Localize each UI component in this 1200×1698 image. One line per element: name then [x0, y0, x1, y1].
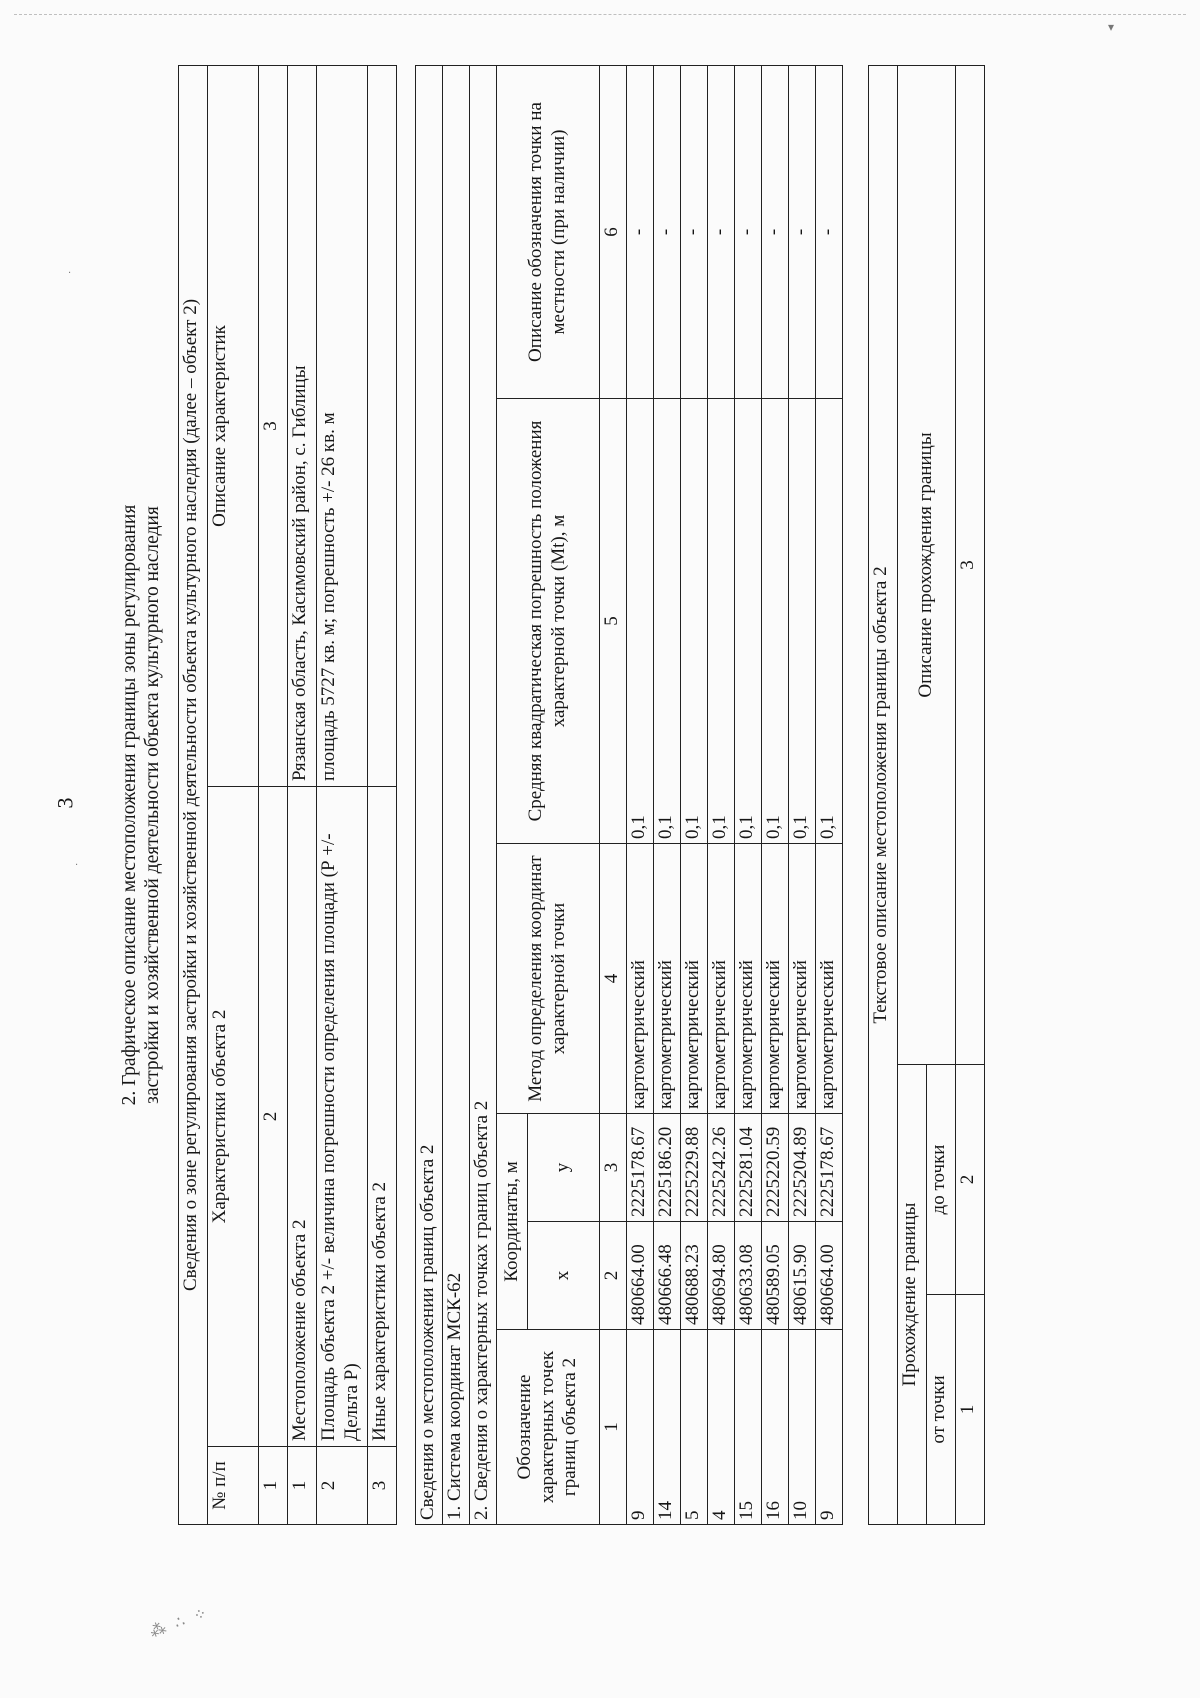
point-method: картометрический [735, 844, 762, 1114]
point-error: 0,1 [627, 399, 654, 844]
point-description: - [654, 66, 681, 399]
table-row [735, 66, 762, 1525]
table-row [627, 66, 654, 1525]
point-id: 5 [681, 1330, 708, 1525]
point-x: 480615.90 [789, 1222, 816, 1330]
point-description: - [627, 66, 654, 399]
table3-col-number: 2 [956, 1065, 985, 1295]
scan-edge-line [14, 14, 1186, 15]
point-id: 9 [816, 1330, 843, 1525]
row-number: 3 [368, 1447, 397, 1525]
table-row [654, 66, 681, 1525]
point-description: - [762, 66, 789, 399]
characteristic-description [368, 66, 397, 787]
point-x: 480664.00 [816, 1222, 843, 1330]
point-error: 0,1 [816, 399, 843, 844]
point-x: 480688.23 [681, 1222, 708, 1330]
header-boundary-passage: Прохождение границы [898, 1065, 927, 1525]
row-number: 2 [317, 1447, 368, 1525]
heading-line-2: застройки и хозяйственной деятельности объекта культурного наследия [142, 506, 164, 1104]
point-error: 0,1 [735, 399, 762, 844]
point-method: картометрический [816, 844, 843, 1114]
table1-col-number: 3 [259, 66, 288, 787]
point-description: - [816, 66, 843, 399]
rotated-document-sheet [118, 65, 1098, 1545]
point-x: 480633.08 [735, 1222, 762, 1330]
point-method: картометрический [762, 844, 789, 1114]
point-error: 0,1 [762, 399, 789, 844]
characteristic-name: Местоположение объекта 2 [288, 787, 317, 1447]
table-row [368, 66, 397, 1525]
boundary-points-table [415, 65, 843, 1525]
point-y: 2225281.04 [735, 1114, 762, 1222]
characteristic-description: площадь 5727 кв. м; погрешность +/- 26 кв. м [317, 66, 368, 787]
point-y: 2225242.26 [708, 1114, 735, 1222]
point-method: картометрический [681, 844, 708, 1114]
point-y: 2225204.89 [789, 1114, 816, 1222]
point-id: 15 [735, 1330, 762, 1525]
header-x: x [527, 1222, 599, 1330]
page-number: 3 [52, 797, 78, 809]
point-method: картометрический [708, 844, 735, 1114]
point-error: 0,1 [708, 399, 735, 844]
point-x: 480666.48 [654, 1222, 681, 1330]
table-row [288, 66, 317, 1525]
table-row [708, 66, 735, 1525]
table1-header-description: Описание характеристик [208, 66, 259, 787]
point-description: - [681, 66, 708, 399]
header-method: Метод определения координат характерной точки [497, 844, 600, 1114]
header-from-point: от точки [927, 1295, 956, 1525]
header-y: y [527, 1114, 599, 1222]
table2-col-number: 3 [600, 1114, 627, 1222]
point-error: 0,1 [789, 399, 816, 844]
point-y: 2225178.67 [816, 1114, 843, 1222]
point-y: 2225178.67 [627, 1114, 654, 1222]
header-error: Средняя квадратическая погрешность положения характерной точки (Mt), м [497, 399, 600, 844]
point-error: 0,1 [681, 399, 708, 844]
table-row [816, 66, 843, 1525]
table2-subtitle: 2. Сведения о характерных точках границ объекта 2 [470, 66, 497, 1525]
header-point-description: Описание обозначения точки на местности (при наличии) [497, 66, 600, 399]
object-characteristics-table [178, 65, 397, 1525]
header-coordinates: Координаты, м [497, 1114, 528, 1330]
table1-header-number: № п/п [208, 1447, 259, 1525]
point-y: 2225186.20 [654, 1114, 681, 1222]
table1-col-number: 2 [259, 787, 288, 1447]
table-row [681, 66, 708, 1525]
header-to-point: до точки [927, 1065, 956, 1295]
point-error: 0,1 [654, 399, 681, 844]
table2-col-number: 1 [600, 1330, 627, 1525]
scan-speck: ▾ [1108, 20, 1115, 34]
table2-col-number: 2 [600, 1222, 627, 1330]
table2-col-number: 5 [600, 399, 627, 844]
point-y: 2225229.88 [681, 1114, 708, 1222]
point-description: - [735, 66, 762, 399]
header-point-designation: Обозначение характерных точек границ объекта 2 [497, 1330, 600, 1525]
point-description: - [789, 66, 816, 399]
scan-speck: · [75, 860, 79, 871]
header-passage-description: Описание прохождения границы [898, 66, 956, 1065]
row-number: 1 [288, 1447, 317, 1525]
coordinate-system: 1. Система координат МСК-62 [443, 66, 470, 1525]
point-x: 480589.05 [762, 1222, 789, 1330]
table-row [317, 66, 368, 1525]
table2-col-number: 4 [600, 844, 627, 1114]
table1-header-characteristics: Характеристики объекта 2 [208, 787, 259, 1447]
heading-line-1: 2. Графическое описание местоположения границы зоны регулирования [119, 504, 140, 1106]
table3-title: Текстовое описание местоположения границы объекта 2 [869, 66, 898, 1525]
point-x: 480694.80 [708, 1222, 735, 1330]
point-method: картометрический [627, 844, 654, 1114]
point-description: - [708, 66, 735, 399]
point-id: 14 [654, 1330, 681, 1525]
boundary-text-description-table [868, 65, 985, 1525]
point-y: 2225220.59 [762, 1114, 789, 1222]
characteristic-name: Иные характеристики объекта 2 [368, 787, 397, 1447]
document-heading [118, 65, 165, 1545]
characteristic-name: Площадь объекта 2 +/- величина погрешности определения площади (Р +/- Дельта Р) [317, 787, 368, 1447]
table3-col-number: 1 [956, 1295, 985, 1525]
stamp-mark: ⁂ ∴ ⁘ [147, 1603, 213, 1642]
table-row [789, 66, 816, 1525]
table2-title: Сведения о местоположении границ объекта 2 [416, 66, 443, 1525]
table-row [762, 66, 789, 1525]
table1-title: Сведения о зоне регулирования застройки и хозяйственной деятельности объекта культурного наследия (далее – объект 2) [179, 66, 208, 1525]
table2-col-number: 6 [600, 66, 627, 399]
point-id: 10 [789, 1330, 816, 1525]
point-id: 16 [762, 1330, 789, 1525]
characteristic-description: Рязанская область, Касимовский район, с. Гиблицы [288, 66, 317, 787]
point-x: 480664.00 [627, 1222, 654, 1330]
table3-col-number: 3 [956, 66, 985, 1065]
point-id: 4 [708, 1330, 735, 1525]
table1-col-number: 1 [259, 1447, 288, 1525]
point-method: картометрический [789, 844, 816, 1114]
scan-speck: · [68, 268, 72, 279]
point-method: картометрический [654, 844, 681, 1114]
point-id: 9 [627, 1330, 654, 1525]
